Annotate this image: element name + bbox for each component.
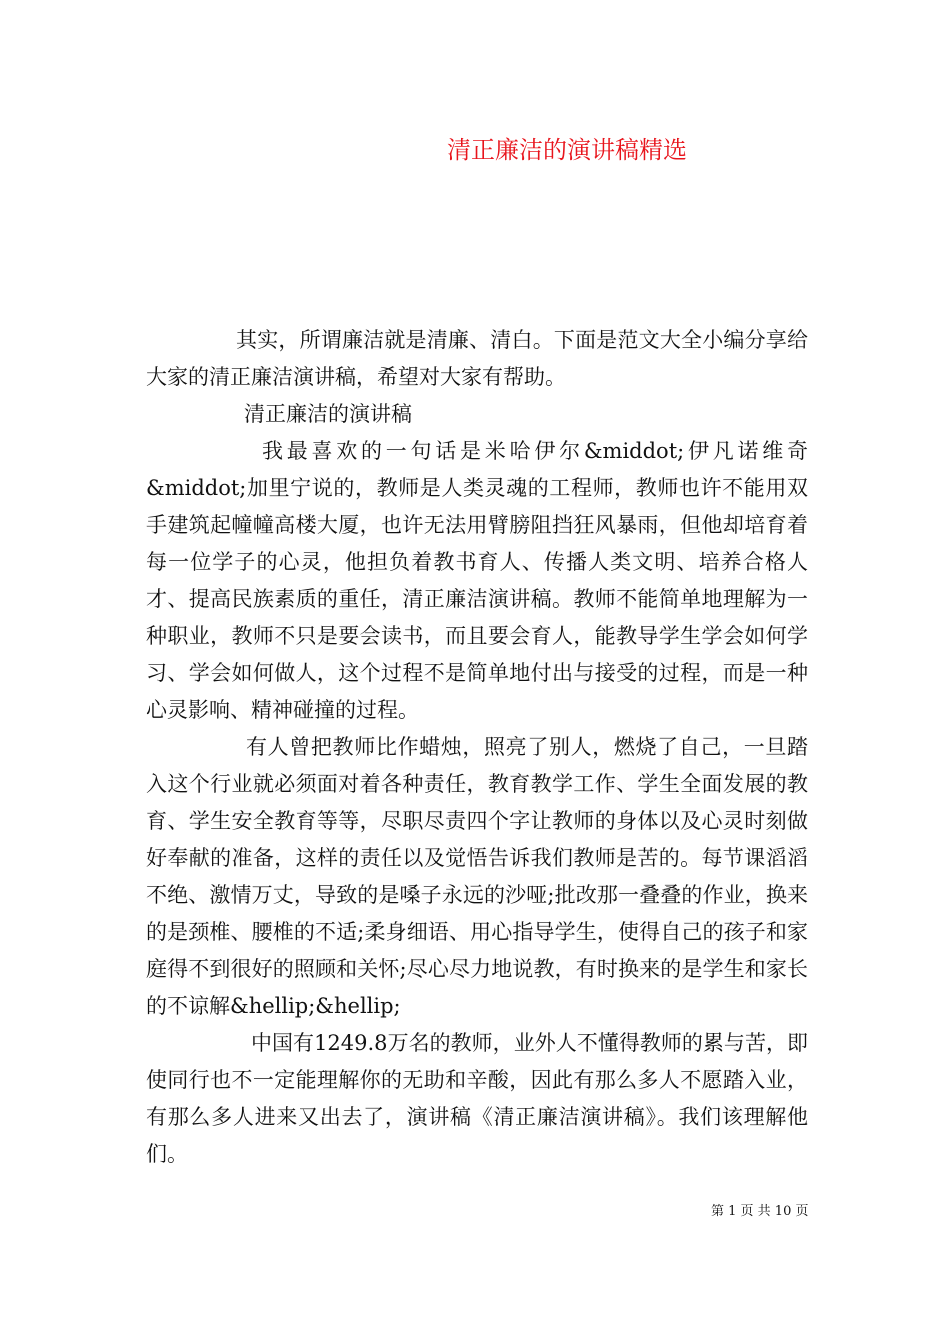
section-heading: 清正廉洁的演讲稿	[244, 402, 412, 426]
intro-paragraph: 其实，所谓廉洁就是清廉、清白。下面是范文大全小编分享给大家的清正廉洁演讲稿，希望对大家有帮助。	[146, 328, 808, 389]
body-paragraph: 有人曾把教师比作蜡烛，照亮了别人，燃烧了自己，一旦踏入这个行业就必须面对着各种责任，教育教学工作、学生全面发展的教育、学生安全教育等等，尽职尽责四个字让教师的身体以及心灵时刻做好奉献的准备，这样的责任以及觉悟告诉我们教师是苦的。每节课滔滔不绝、激情万丈，导致的是嗓子永远的沙哑;批改那一叠叠的作业，换来的是颈椎、腰椎的不适;柔身细语、用心指导学生，使得自己的孩子和家庭得不到很好的照顾和关怀;尽心尽力地说教，有时换来的是学生和家长的不谅解&hellip;&hellip;	[146, 735, 808, 1018]
body-paragraph: 中国有1249.8万名的教师，业外人不懂得教师的累与苦，即使同行也不一定能理解你的无助和辛酸，因此有那么多人不愿踏入业，有那么多人进来又出去了，演讲稿《清正廉洁演讲稿》。我们该理解他们。	[146, 1031, 808, 1166]
body-paragraph: 我最喜欢的一句话是米哈伊尔&middot;伊凡诺维奇&middot;加里宁说的，教师是人类灵魂的工程师，教师也许不能用双手建筑起幢幢高楼大厦，也许无法用臂膀阻挡狂风暴雨，但他却培育着每一位学子的心灵，他担负着教书育人、传播人类文明、培养合格人才、提高民族素质的重任，清正廉洁演讲稿。教师不能简单地理解为一种职业，教师不只是要会读书，而且要会育人，能教导学生学会如何学习、学会如何做人，这个过程不是简单地付出与接受的过程，而是一种心灵影响、精神碰撞的过程。	[146, 439, 808, 722]
document-title: 清正廉洁的演讲稿精选	[447, 136, 687, 164]
page-number-footer: 第 1 页 共 10 页	[711, 1204, 809, 1219]
document-body	[146, 322, 808, 1173]
